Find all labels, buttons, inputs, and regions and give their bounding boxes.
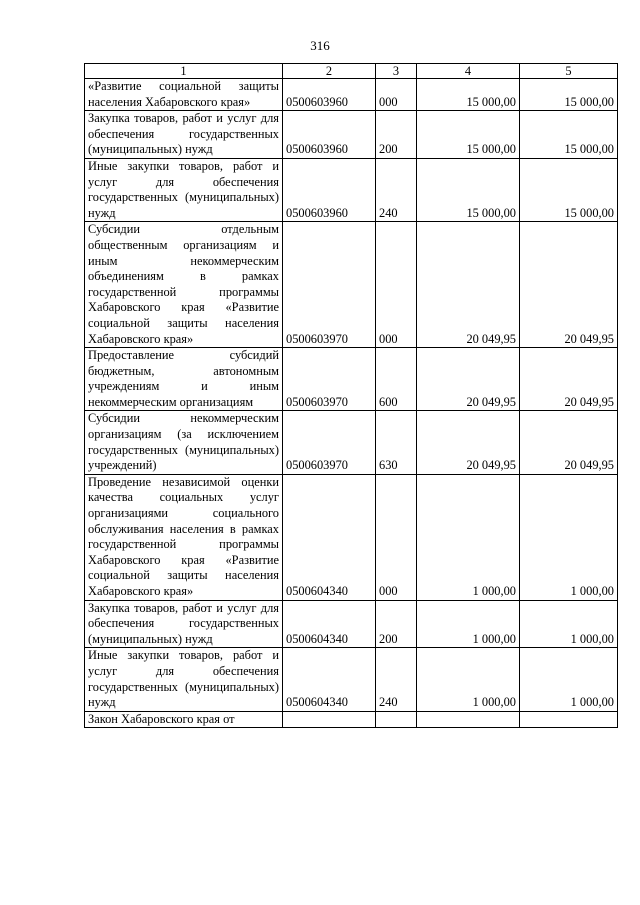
budget-table — [84, 63, 618, 728]
row-code: 0500604340 — [283, 648, 376, 711]
row-name: Закон Хабаровского края от — [85, 711, 283, 728]
row-name: Иные закупки товаров, работ и услуг для обеспечения государственных (муниципальных) нужд — [85, 158, 283, 221]
row-name: Иные закупки товаров, работ и услуг для обеспечения государственных (муниципальных) нужд — [85, 648, 283, 711]
row-sum-1: 20 049,95 — [417, 348, 520, 411]
row-sum-2: 20 049,95 — [520, 348, 618, 411]
row-name: Закупка товаров, работ и услуг для обеспечения государственных (муниципальных) нужд — [85, 111, 283, 159]
table-row — [85, 158, 618, 221]
row-code: 0500604340 — [283, 600, 376, 648]
row-sum-1: 20 049,95 — [417, 222, 520, 348]
row-kind — [376, 711, 417, 728]
row-sum-2: 1 000,00 — [520, 648, 618, 711]
row-sum-2: 1 000,00 — [520, 600, 618, 648]
row-sum-1: 20 049,95 — [417, 411, 520, 474]
row-code: 0500603960 — [283, 79, 376, 111]
row-kind: 000 — [376, 474, 417, 600]
row-sum-1 — [417, 711, 520, 728]
header-col-5: 5 — [520, 64, 618, 79]
row-name: Субсидии некоммерческим организациям (за исключением государственных (муниципальных) учреждений) — [85, 411, 283, 474]
table-row — [85, 600, 618, 648]
row-code: 0500603970 — [283, 348, 376, 411]
row-sum-1: 15 000,00 — [417, 111, 520, 159]
row-kind: 240 — [376, 648, 417, 711]
table-row — [85, 474, 618, 600]
row-name: Предоставление субсидий бюджетным, автономным учреждениям и иным некоммерческим организациям — [85, 348, 283, 411]
table-row — [85, 411, 618, 474]
row-sum-2: 1 000,00 — [520, 474, 618, 600]
row-sum-1: 15 000,00 — [417, 79, 520, 111]
row-kind: 200 — [376, 111, 417, 159]
row-sum-2 — [520, 711, 618, 728]
row-kind: 200 — [376, 600, 417, 648]
row-name: Закупка товаров, работ и услуг для обеспечения государственных (муниципальных) нужд — [85, 600, 283, 648]
row-kind: 000 — [376, 79, 417, 111]
row-sum-2: 15 000,00 — [520, 79, 618, 111]
header-col-2: 2 — [283, 64, 376, 79]
table-row — [85, 222, 618, 348]
row-name: «Развитие социальной защиты населения Хабаровского края» — [85, 79, 283, 111]
header-col-3: 3 — [376, 64, 417, 79]
row-sum-2: 15 000,00 — [520, 111, 618, 159]
row-kind: 000 — [376, 222, 417, 348]
row-sum-2: 15 000,00 — [520, 158, 618, 221]
row-code: 0500603970 — [283, 411, 376, 474]
row-name: Субсидии отдельным общественным организациям и иным некоммерческим объединениям в рамках государственной программы Хабаровского края «Развитие социальной защиты населения Хабаровского края» — [85, 222, 283, 348]
row-kind: 630 — [376, 411, 417, 474]
row-sum-2: 20 049,95 — [520, 222, 618, 348]
row-sum-1: 1 000,00 — [417, 648, 520, 711]
row-name: Проведение независимой оценки качества социальных услуг организациями социального обслуживания населения в рамках государственной программы Хабаровского края «Развитие социальной защиты населения Хабаровского края» — [85, 474, 283, 600]
row-kind: 240 — [376, 158, 417, 221]
table-row — [85, 648, 618, 711]
row-code: 0500604340 — [283, 474, 376, 600]
table-row — [85, 111, 618, 159]
row-code: 0500603970 — [283, 222, 376, 348]
row-code: 0500603960 — [283, 158, 376, 221]
table-row — [85, 711, 618, 728]
row-sum-1: 15 000,00 — [417, 158, 520, 221]
row-sum-1: 1 000,00 — [417, 474, 520, 600]
row-sum-1: 1 000,00 — [417, 600, 520, 648]
table-row — [85, 348, 618, 411]
row-code: 0500603960 — [283, 111, 376, 159]
row-kind: 600 — [376, 348, 417, 411]
header-col-4: 4 — [417, 64, 520, 79]
row-code — [283, 711, 376, 728]
row-sum-2: 20 049,95 — [520, 411, 618, 474]
table-row — [85, 79, 618, 111]
page-number: 316 — [310, 38, 330, 53]
header-row — [85, 64, 618, 79]
header-col-1: 1 — [85, 64, 283, 79]
